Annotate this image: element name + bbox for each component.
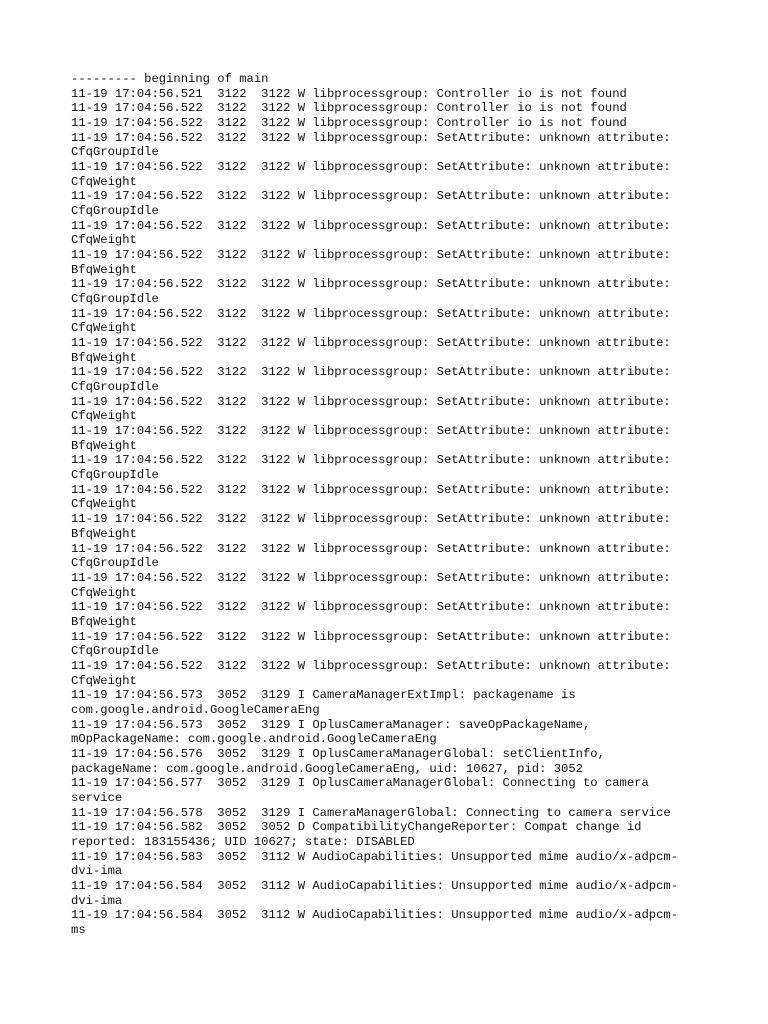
log-line: 11-19 17:04:56.522 3122 3122 W libprocessgroup: SetAttribute: unknown attribute: [71,453,671,468]
log-line: BfqWeight [71,438,137,453]
log-line: 11-19 17:04:56.522 3122 3122 W libprocessgroup: SetAttribute: unknown attribute: [71,482,671,497]
log-line: 11-19 17:04:56.522 3122 3122 W libprocessgroup: SetAttribute: unknown attribute: [71,306,671,321]
log-line: 11-19 17:04:56.573 3052 3129 I CameraManagerExtImpl: packagename is [71,688,576,703]
log-line: 11-19 17:04:56.573 3052 3129 I OplusCameraManager: saveOpPackageName, [71,717,591,732]
log-line: CfqGroupIdle [71,644,159,659]
log-line: CfqGroupIdle [71,468,159,483]
log-line: 11-19 17:04:56.522 3122 3122 W libprocessgroup: SetAttribute: unknown attribute: [71,189,671,204]
log-line: 11-19 17:04:56.583 3052 3112 W AudioCapabilities: Unsupported mime audio/x-adpcm- [71,849,679,864]
log-line: CfqWeight [71,497,137,512]
log-line: 11-19 17:04:56.522 3122 3122 W libprocessgroup: SetAttribute: unknown attribute: [71,248,671,263]
log-line: 11-19 17:04:56.522 3122 3122 W libprocessgroup: SetAttribute: unknown attribute: [71,394,671,409]
log-line: 11-19 17:04:56.522 3122 3122 W libprocessgroup: SetAttribute: unknown attribute: [71,336,671,351]
log-line: CfqGroupIdle [71,145,159,160]
log-line: 11-19 17:04:56.582 3052 3052 D CompatibilityChangeReporter: Compat change id [71,820,642,835]
log-line: packageName: com.google.android.GoogleCameraEng, uid: 10627, pid: 3052 [71,761,583,776]
log-line: BfqWeight [71,350,137,365]
log-line: 11-19 17:04:56.584 3052 3112 W AudioCapabilities: Unsupported mime audio/x-adpcm- [71,908,679,923]
log-line: BfqWeight [71,614,137,629]
log-line: 11-19 17:04:56.522 3122 3122 W libprocessgroup: SetAttribute: unknown attribute: [71,629,671,644]
log-line: 11-19 17:04:56.522 3122 3122 W libprocessgroup: SetAttribute: unknown attribute: [71,658,671,673]
log-line: 11-19 17:04:56.522 3122 3122 W libprocessgroup: SetAttribute: unknown attribute: [71,541,671,556]
log-line: 11-19 17:04:56.522 3122 3122 W libprocessgroup: SetAttribute: unknown attribute: [71,365,671,380]
log-line: reported: 183155436; UID 10627; state: DISABLED [71,834,415,849]
log-line: service [71,790,123,805]
log-line: 11-19 17:04:56.576 3052 3129 I OplusCameraManagerGlobal: setClientInfo, [71,746,605,761]
log-line: CfqWeight [71,409,137,424]
log-line: mOpPackageName: com.google.android.GoogleCameraEng [71,732,437,747]
log-line: 11-19 17:04:56.522 3122 3122 W libprocessgroup: Controller io is not found [71,101,627,116]
log-line: com.google.android.GoogleCameraEng [71,702,320,717]
log-line: CfqGroupIdle [71,380,159,395]
log-line: ms [71,922,86,937]
log-line: 11-19 17:04:56.522 3122 3122 W libprocessgroup: SetAttribute: unknown attribute: [71,277,671,292]
log-line: CfqGroupIdle [71,556,159,571]
log-line: CfqWeight [71,174,137,189]
log-line: 11-19 17:04:56.521 3122 3122 W libprocessgroup: Controller io is not found [71,86,627,101]
log-line: CfqWeight [71,585,137,600]
log-line: CfqWeight [71,321,137,336]
log-line: BfqWeight [71,262,137,277]
log-line: CfqGroupIdle [71,204,159,219]
log-line: 11-19 17:04:56.522 3122 3122 W libprocessgroup: SetAttribute: unknown attribute: [71,600,671,615]
log-line: CfqWeight [71,673,137,688]
log-line: 11-19 17:04:56.522 3122 3122 W libprocessgroup: Controller io is not found [71,116,627,131]
log-line: CfqWeight [71,233,137,248]
log-line: 11-19 17:04:56.522 3122 3122 W libprocessgroup: SetAttribute: unknown attribute: [71,570,671,585]
log-line: 11-19 17:04:56.577 3052 3129 I OplusCameraManagerGlobal: Connecting to camera [71,776,649,791]
log-line: CfqGroupIdle [71,292,159,307]
log-line: BfqWeight [71,526,137,541]
log-line: 11-19 17:04:56.522 3122 3122 W libprocessgroup: SetAttribute: unknown attribute: [71,130,671,145]
log-line: dvi-ima [71,864,123,879]
log-line: 11-19 17:04:56.522 3122 3122 W libprocessgroup: SetAttribute: unknown attribute: [71,512,671,527]
log-line: 11-19 17:04:56.522 3122 3122 W libprocessgroup: SetAttribute: unknown attribute: [71,160,671,175]
log-text [71,72,711,938]
log-line: 11-19 17:04:56.522 3122 3122 W libprocessgroup: SetAttribute: unknown attribute: [71,424,671,439]
log-line: dvi-ima [71,893,123,908]
log-line: 11-19 17:04:56.522 3122 3122 W libprocessgroup: SetAttribute: unknown attribute: [71,218,671,233]
log-line: 11-19 17:04:56.584 3052 3112 W AudioCapabilities: Unsupported mime audio/x-adpcm- [71,878,679,893]
log-line: --------- beginning of main [71,72,269,86]
log-line: 11-19 17:04:56.578 3052 3129 I CameraManagerGlobal: Connecting to camera service [71,805,671,820]
